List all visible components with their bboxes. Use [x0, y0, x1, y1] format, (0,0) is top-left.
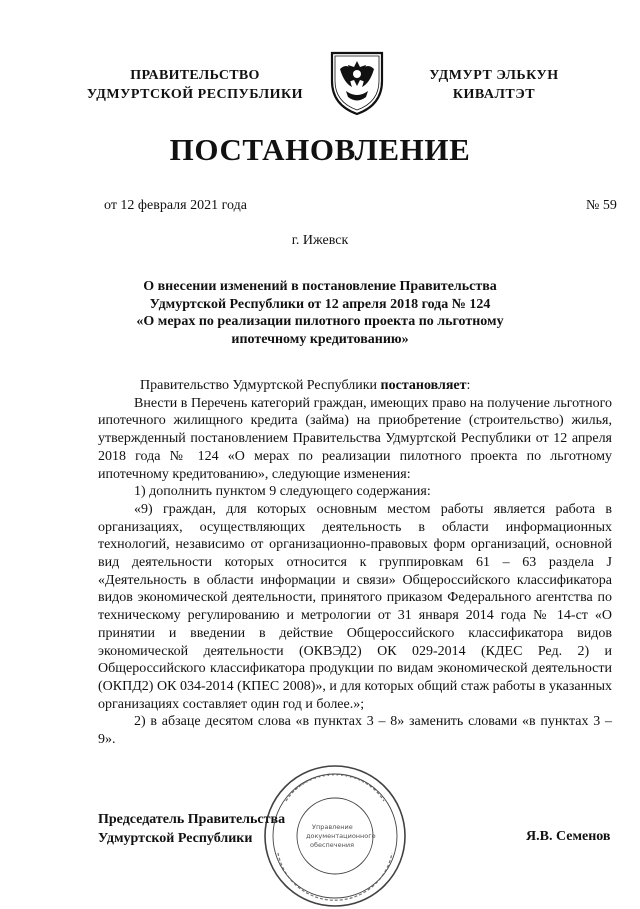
document-number: № 59 [586, 198, 617, 213]
document-heading-line: О внесении изменений в постановление Правительства [143, 279, 497, 294]
document-date: от 12 февраля 2021 года [104, 198, 247, 213]
header-right [408, 66, 580, 104]
body-intro-verb: постановляет [380, 378, 467, 393]
signatory-position-line1: Председатель Правительства [98, 812, 286, 827]
document-heading [100, 278, 540, 348]
stamp-inner-line-1: Управление [312, 823, 353, 831]
stamp-inner-line-2: документационного [306, 832, 376, 840]
header-left-line1: ПРАВИТЕЛЬСТВО [130, 68, 260, 83]
signatory-name: Я.В. Семенов [526, 829, 611, 844]
signatory-position-line2: Удмуртской Республики [98, 831, 253, 846]
header-left-line2: УДМУРТСКОЙ РЕСПУБЛИКИ [86, 87, 304, 102]
body-paragraph-2: 1) дополнить пунктом 9 следующего содержания: [134, 484, 431, 500]
coat-of-arms-icon [326, 47, 388, 117]
body-paragraph-1: Внести в Перечень категорий граждан, имеющих право на получение льготного ипотечного жилищного кредита (займа) на приобретение (строительство) жилья, утвержденный постановлением Правительства Удмуртской Республики от 12 апреля 2018 года № 124 «О мерах по реализации пилотного проекта по льготному ипотечному кредитованию», следующие изменения: [98, 395, 612, 482]
signatory-position [98, 810, 285, 848]
header-right-line1: УДМУРТ ЭЛЬКУН [429, 68, 559, 83]
body-paragraph-4: 2) в абзаце десятом слова «в пунктах 3 – 8» заменить словами «в пунктах 3 – 9». [98, 714, 612, 748]
body-paragraph-3: «9) граждан, для которых основным местом работы является работа в организациях, осуществляющих деятельность в области информационных технологий, независимо от организационно-правовых форм организаций, основной вид деятельности которых относится к группировкам 61 – 63 раздела J «Деятельность в области информации и связи» Общероссийского классификатора видов экономической деятельности, принятого приказом Федерального агентства по техническому регулированию и метрологии от 31 января 2014 года № 14-ст «О принятии и введении в действие Общероссийского классификатора видов экономической деятельности (ОКВЭД2) ОК 029-2014 (КДЕС Ред. 2) и Общероссийского классификатора продукции по видам экономической деятельности (ОКПД2) ОК 034-2014 (КПЕС 2008)», и для которых общий стаж работы в указанных организациях составляет один год и более.»; [98, 501, 612, 712]
document-heading-line: Удмуртской Республики от 12 апреля 2018 года № 124 [149, 296, 491, 312]
body-intro-text: Правительство Удмуртской Республики [140, 378, 381, 393]
body-intro [98, 377, 612, 395]
document-heading-line: «О мерах по реализации пилотного проекта по льготному [136, 314, 504, 329]
stamp-inner-line-3: обеспечения [310, 841, 355, 849]
document-type-title: ПОСТАНОВЛЕНИЕ [169, 132, 471, 167]
body-intro-colon: : [466, 378, 471, 393]
document-city: г. Ижевск [291, 233, 349, 248]
official-seal-stamp [262, 763, 408, 909]
document-heading-line: ипотечному кредитованию» [231, 331, 409, 347]
header-right-line2: КИВАЛТЭТ [452, 87, 536, 102]
document-body [98, 377, 612, 749]
header-left [78, 66, 312, 104]
